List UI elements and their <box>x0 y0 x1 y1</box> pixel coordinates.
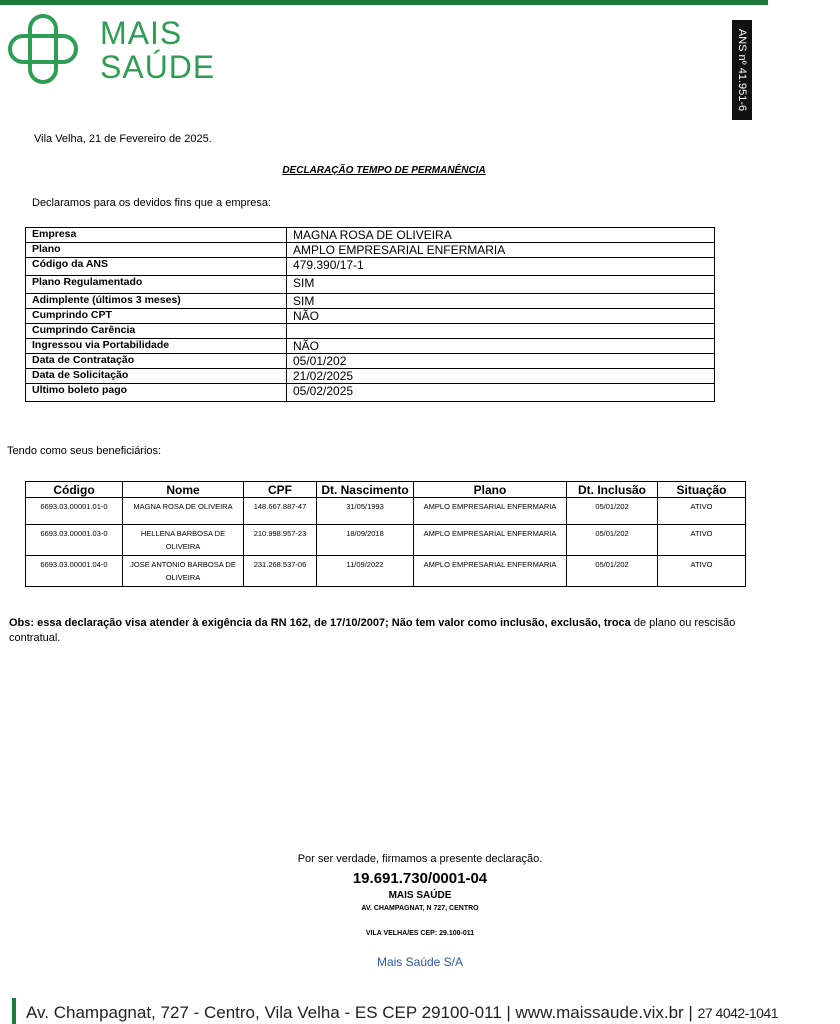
cell-inclusao: 05/01/202 <box>567 556 658 587</box>
brand-line-2: SAÚDE <box>100 49 216 85</box>
info-key: Plano <box>26 243 287 258</box>
ans-registration-badge <box>732 20 752 120</box>
col-header-plano: Plano <box>414 482 567 498</box>
cell-codigo: 6693.03.00001.03-0 <box>26 525 123 556</box>
intro-text: Declaramos para os devidos fins que a empresa: <box>32 197 272 209</box>
info-value: 05/02/2025 <box>287 384 715 402</box>
brand-line-1: MAIS <box>100 15 183 51</box>
info-row <box>26 309 715 324</box>
company-info-table <box>25 227 715 402</box>
cell-codigo: 6693.03.00001.01-0 <box>26 498 123 525</box>
cell-nome: HELLENA BARBOSA DE OLIVEIRA <box>123 525 244 556</box>
beneficiaries-table <box>25 481 746 587</box>
cell-plano: AMPLO EMPRESARIAL ENFERMARIA <box>414 498 567 525</box>
info-row <box>26 243 715 258</box>
col-header-situacao: Situação <box>658 482 746 498</box>
info-row <box>26 354 715 369</box>
footer-green-bar <box>12 998 16 1024</box>
mais-saude-logo-icon <box>6 14 80 84</box>
info-row <box>26 339 715 354</box>
info-value: 479.390/17-1 <box>287 258 715 276</box>
col-header-inclusao: Dt. Inclusão <box>567 482 658 498</box>
info-key: Data de Solicitação <box>26 369 287 384</box>
footer-phone: 27 4042-1041 <box>697 1005 778 1021</box>
cell-inclusao: 05/01/202 <box>567 525 658 556</box>
col-header-nome: Nome <box>123 482 244 498</box>
cnpj: 19.691.730/0001-04 <box>352 870 488 887</box>
info-key: Ingressou via Portabilidade <box>26 339 287 354</box>
beneficiaries-intro: Tendo como seus beneficiários: <box>7 445 162 457</box>
info-row <box>26 369 715 384</box>
cell-plano: AMPLO EMPRESARIAL ENFERMARIA <box>414 556 567 587</box>
info-value: 21/02/2025 <box>287 369 715 384</box>
info-value: SIM <box>287 276 715 294</box>
stamp-company: MAIS SAÚDE <box>388 890 452 901</box>
document-date: Vila Velha, 21 de Fevereiro de 2025. <box>34 133 212 145</box>
cell-cpf: 210.998.957-23 <box>244 525 317 556</box>
closing-statement: Por ser verdade, firmamos a presente declaração. <box>297 853 543 865</box>
info-key: Plano Regulamentado <box>26 276 287 294</box>
col-header-nascimento: Dt. Nascimento <box>317 482 414 498</box>
cell-situacao: ATIVO <box>658 525 746 556</box>
cell-nome: JOSE ANTONIO BARBOSA DE OLIVEIRA <box>123 556 244 587</box>
col-header-codigo: Código <box>26 482 123 498</box>
info-key: Empresa <box>26 228 287 243</box>
footer-address: Av. Champagnat, 727 - Centro, Vila Velha - ES CEP 29100-011 | www.maissaude.vix.br | <box>26 1003 693 1022</box>
cell-situacao: ATIVO <box>658 498 746 525</box>
cell-nascimento: 18/09/2018 <box>317 525 414 556</box>
table-header-row <box>26 482 746 498</box>
info-key: Adimplente (últimos 3 meses) <box>26 294 287 309</box>
brand-name <box>100 16 215 84</box>
cell-plano: AMPLO EMPRESARIAL ENFERMARIA <box>414 525 567 556</box>
cell-situacao: ATIVO <box>658 556 746 587</box>
table-row <box>26 498 746 525</box>
observation-bold: Obs: essa declaração visa atender à exigência da RN 162, de 17/10/2007; Não tem valor como inclusão, exclusão, troca <box>9 617 631 629</box>
info-value: MAGNA ROSA DE OLIVEIRA <box>287 228 715 243</box>
stamp-address: AV. CHAMPAGNAT, N 727, CENTRO <box>361 905 479 912</box>
info-key: Cumprindo CPT <box>26 309 287 324</box>
info-row <box>26 276 715 294</box>
info-key: Código da ANS <box>26 258 287 276</box>
cell-nascimento: 31/05/1993 <box>317 498 414 525</box>
info-row <box>26 258 715 276</box>
cell-nome: MAGNA ROSA DE OLIVEIRA <box>123 498 244 525</box>
cell-cpf: 231.268.537-06 <box>244 556 317 587</box>
stamp-city: VILA VELHA/ES CEP: 29.100-011 <box>365 930 475 937</box>
info-key: Ultimo boleto pago <box>26 384 287 402</box>
cell-codigo: 6693.03.00001.04-0 <box>26 556 123 587</box>
info-row <box>26 384 715 402</box>
document-title: DECLARAÇÃO TEMPO DE PERMANÊNCIA <box>282 165 486 176</box>
table-row <box>26 525 746 556</box>
observation-note <box>9 616 761 646</box>
info-row <box>26 228 715 243</box>
cell-nascimento: 11/09/2022 <box>317 556 414 587</box>
info-row <box>26 294 715 309</box>
info-row <box>26 324 715 339</box>
table-row <box>26 556 746 587</box>
info-value: SIM <box>287 294 715 309</box>
observation-normal: de plano ou rescisão contratual. <box>9 617 736 644</box>
col-header-cpf: CPF <box>244 482 317 498</box>
signature-name: Mais Saúde S/A <box>376 955 464 969</box>
cell-cpf: 148.667.887-47 <box>244 498 317 525</box>
info-key: Data de Contratação <box>26 354 287 369</box>
info-value: NÃO <box>287 309 715 324</box>
info-value: 05/01/202 <box>287 354 715 369</box>
footer-contact <box>26 1003 778 1023</box>
info-value: AMPLO EMPRESARIAL ENFERMARIA <box>287 243 715 258</box>
info-key: Cumprindo Carência <box>26 324 287 339</box>
info-value <box>287 324 715 339</box>
ans-number: ANS nº 41.951-6 <box>736 28 749 112</box>
cell-inclusao: 05/01/202 <box>567 498 658 525</box>
top-green-bar <box>0 0 768 5</box>
info-value: NÃO <box>287 339 715 354</box>
